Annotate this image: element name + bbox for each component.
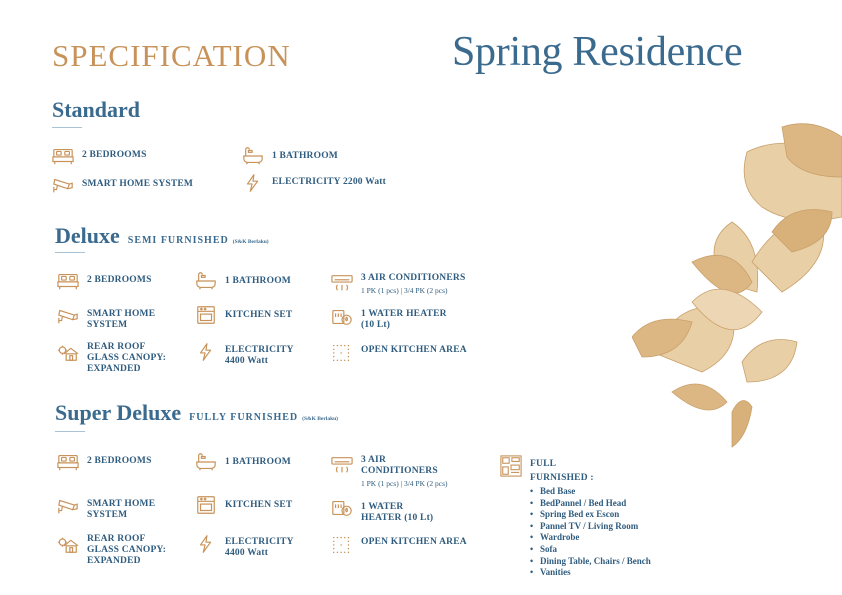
- spec-label: ELECTRICITY 4400 Watt: [225, 537, 294, 558]
- list-item: • Wardrobe: [528, 532, 651, 544]
- spec-label: ELECTRICITY 4400 Watt: [225, 345, 294, 366]
- divider: [55, 431, 85, 432]
- spec-label: 3 AIR CONDITIONERS: [361, 455, 438, 476]
- canopy-icon: [57, 342, 79, 362]
- lightning-icon: [195, 342, 217, 362]
- spec-label: SMART HOME SYSTEM: [87, 499, 156, 520]
- list-item: • Pannel TV / Living Room: [528, 521, 651, 533]
- spec-item-bathroom: [242, 146, 338, 166]
- section-title-deluxe: [55, 223, 269, 249]
- section-title-standard: [52, 97, 140, 123]
- spec-item-water-heater: [331, 498, 433, 524]
- spec-item-full-furnished: [500, 454, 594, 485]
- divider: [55, 252, 85, 253]
- spec-item-electricity: [242, 173, 386, 193]
- spec-label: 1 WATER HEATER (10 Lt): [361, 502, 434, 523]
- canopy-icon: [57, 534, 79, 554]
- spec-item-electricity: [195, 342, 294, 367]
- cctv-icon: [52, 175, 74, 195]
- spec-label: KITCHEN SET: [225, 310, 293, 320]
- air-conditioner-icon: [331, 455, 353, 475]
- super-deluxe-title-text: Super Deluxe: [55, 400, 182, 425]
- furniture-icon: [500, 454, 522, 478]
- spec-item-open-kitchen: [331, 535, 467, 555]
- spec-label: FULL FURNISHED :: [530, 459, 594, 483]
- spec-item-bedrooms: [57, 271, 152, 291]
- spec-label: 2 BEDROOMS: [87, 456, 152, 466]
- spec-item-bathroom: [195, 271, 291, 291]
- spec-sublabel: 1 PK (1 pcs) | 3/4 PK (2 pcs): [361, 479, 448, 488]
- section-title-super-deluxe: [55, 400, 338, 426]
- bed-icon: [57, 271, 79, 291]
- spec-item-electricity: [195, 534, 294, 559]
- furnished-list: [528, 486, 651, 579]
- page-title: SPECIFICATION: [52, 38, 291, 73]
- bathtub-icon: [242, 146, 264, 166]
- list-item: • Vanities: [528, 567, 651, 579]
- spec-label: OPEN KITCHEN AREA: [361, 537, 467, 547]
- spec-label: 1 BATHROOM: [225, 276, 291, 286]
- open-kitchen-icon: [331, 535, 353, 555]
- spec-label: 1 BATHROOM: [225, 457, 291, 467]
- lightning-icon: [242, 173, 264, 193]
- spec-item-glass-canopy: [57, 534, 166, 567]
- bathtub-icon: [195, 271, 217, 291]
- spec-label: 2 BEDROOMS: [82, 150, 147, 160]
- list-item: • Dining Table, Chairs / Bench: [528, 556, 651, 568]
- spec-item-bathroom: [195, 452, 291, 472]
- spec-label: 2 BEDROOMS: [87, 275, 152, 285]
- spec-item-bedrooms: [52, 146, 147, 166]
- cctv-icon: [57, 306, 79, 326]
- spec-label: SMART HOME SYSTEM: [87, 309, 156, 330]
- air-conditioner-icon: [331, 273, 353, 293]
- bathtub-icon: [195, 452, 217, 472]
- magnolia-flower-illustration: [632, 112, 842, 457]
- list-item: • Sofa: [528, 544, 651, 556]
- spec-label: ELECTRICITY 2200 Watt: [272, 177, 386, 187]
- kitchen-set-icon: [195, 305, 217, 325]
- spec-label: 1 WATER HEATER (10 Lt): [361, 309, 447, 330]
- spec-label: 3 AIR CONDITIONERS: [361, 273, 466, 283]
- super-deluxe-subtitle: FULLY FURNISHED: [189, 412, 299, 423]
- spec-label: 1 BATHROOM: [272, 151, 338, 161]
- divider: [52, 127, 82, 128]
- spec-label: KITCHEN SET: [225, 500, 293, 510]
- bed-icon: [52, 146, 74, 166]
- spec-item-kitchen-set: [195, 495, 292, 515]
- list-item: • BedPannel / Bed Head: [528, 498, 651, 510]
- brand-logo: Spring Residence: [452, 29, 743, 75]
- water-heater-icon: [331, 498, 353, 518]
- spec-item-open-kitchen: [331, 343, 467, 363]
- spec-item-bedrooms: [57, 452, 152, 472]
- open-kitchen-icon: [331, 343, 353, 363]
- spec-item-kitchen-set: [195, 305, 292, 325]
- deluxe-subtitle: SEMI FURNISHED: [127, 235, 229, 246]
- spec-label: SMART HOME SYSTEM: [82, 179, 194, 189]
- spec-item-smart-home: [52, 175, 193, 195]
- kitchen-set-icon: [195, 495, 217, 515]
- list-item: • Bed Base: [528, 486, 651, 498]
- spec-label: OPEN KITCHEN AREA: [361, 345, 467, 355]
- deluxe-title-text: Deluxe: [55, 223, 120, 248]
- bed-icon: [57, 452, 79, 472]
- standard-title-text: Standard: [52, 97, 141, 122]
- water-heater-icon: [331, 307, 353, 327]
- spec-item-smart-home: [57, 496, 155, 521]
- spec-item-air-conditioners: [331, 273, 465, 295]
- spec-label: REAR ROOF GLASS CANOPY: EXPANDED: [87, 534, 167, 566]
- lightning-icon: [195, 534, 217, 554]
- terms-note: (S&K Berlaku): [302, 416, 339, 422]
- spec-item-air-conditioners: [331, 455, 448, 488]
- terms-note: (S&K Berlaku): [232, 239, 269, 245]
- spec-label: REAR ROOF GLASS CANOPY: EXPANDED: [87, 342, 167, 374]
- cctv-icon: [57, 496, 79, 516]
- spec-item-glass-canopy: [57, 342, 166, 375]
- list-item: • Spring Bed ex Escon: [528, 509, 651, 521]
- spec-sublabel: 1 PK (1 pcs) | 3/4 PK (2 pcs): [361, 286, 448, 295]
- spec-item-water-heater: [331, 307, 447, 331]
- spec-item-smart-home: [57, 306, 155, 331]
